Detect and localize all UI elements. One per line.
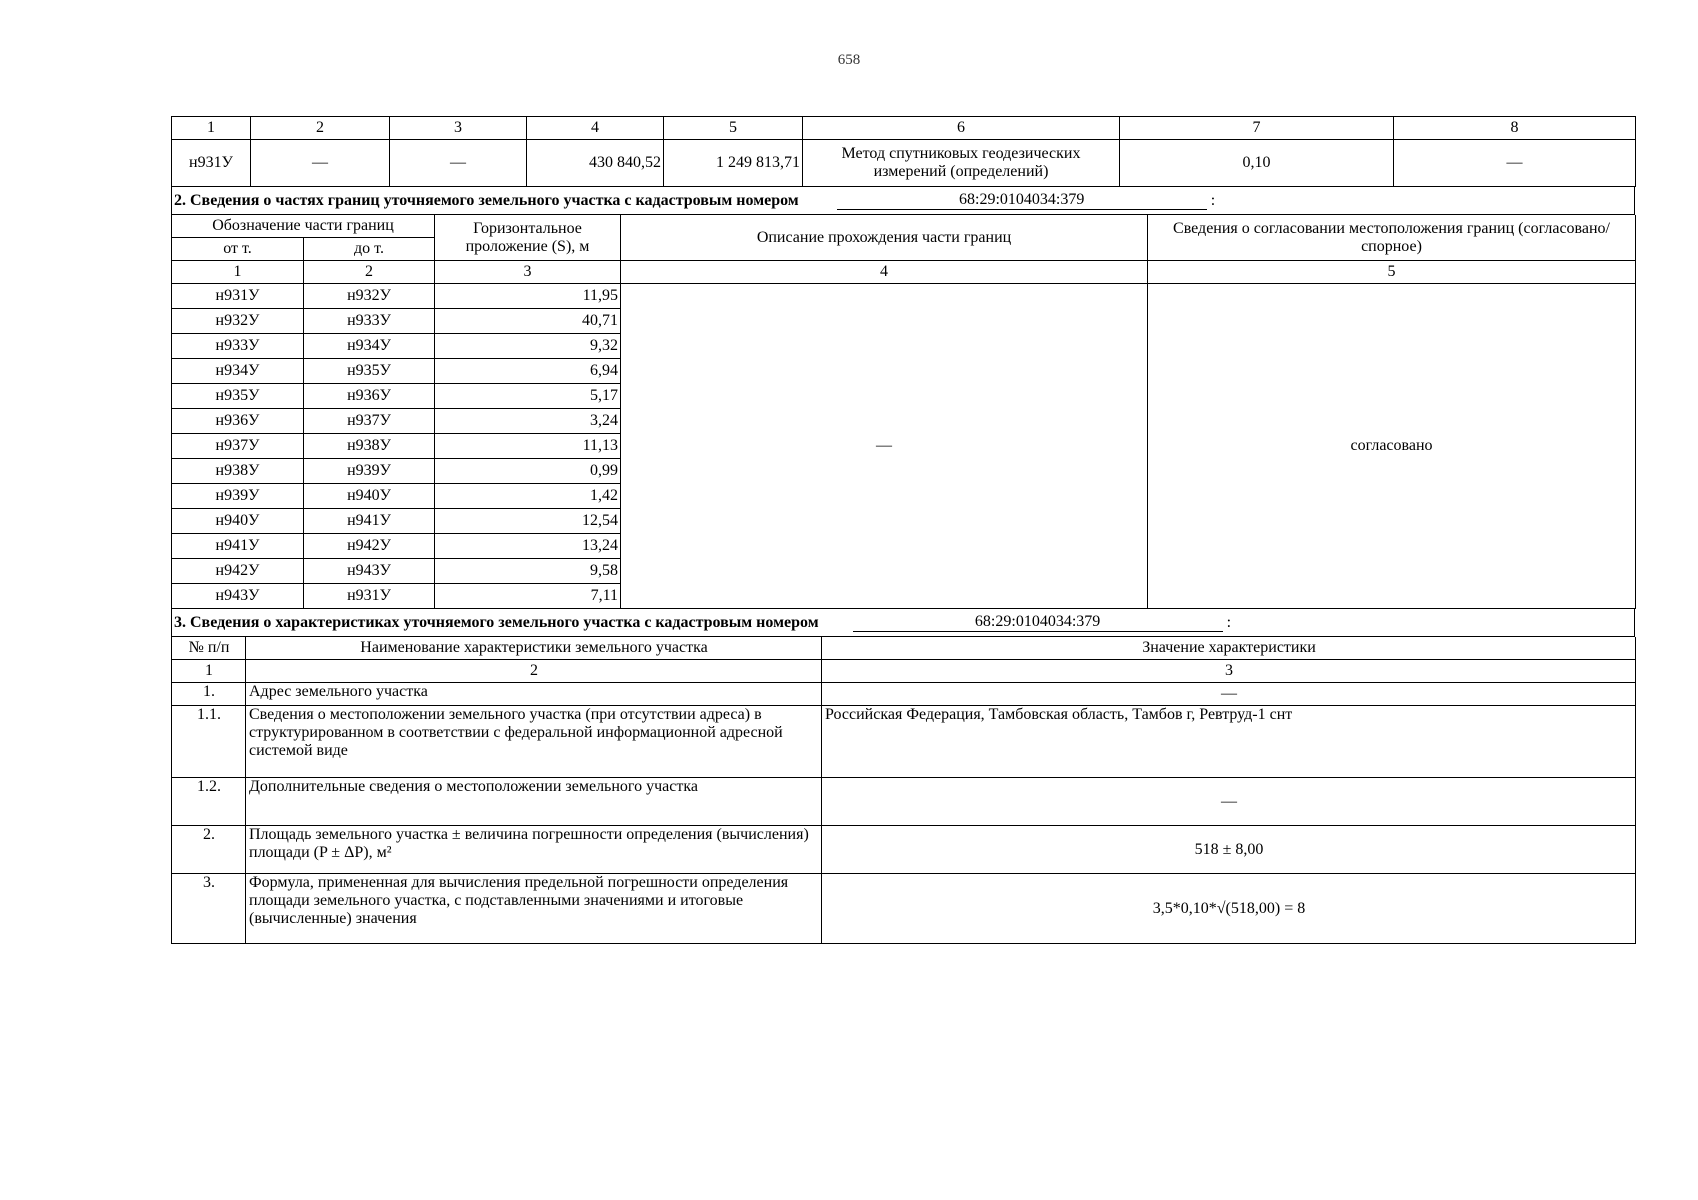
to-point: н940У (304, 484, 435, 509)
horizontal-distance: 0,99 (435, 459, 621, 484)
table-row (172, 140, 1636, 187)
to-point: н937У (304, 409, 435, 434)
to-header: до т. (304, 238, 435, 261)
col-number: 8 (1394, 117, 1636, 140)
from-point: н939У (172, 484, 304, 509)
coordinates-table (171, 116, 1636, 187)
from-point: н938У (172, 459, 304, 484)
method: Метод спутниковых геодезических измерений (определений) (803, 140, 1120, 187)
horizontal-distance: 6,94 (435, 359, 621, 384)
point-name: н931У (172, 140, 251, 187)
from-point: н931У (172, 284, 304, 309)
to-point: н931У (304, 584, 435, 609)
designation-header: Обозначение части границ (172, 215, 435, 238)
to-point: н943У (304, 559, 435, 584)
from-point: н935У (172, 384, 304, 409)
to-point: н934У (304, 334, 435, 359)
horizontal-distance: 11,13 (435, 434, 621, 459)
characteristic-name: Формула, примененная для вычисления предельной погрешности определения площади земельного участка, с подставленными значениями и итоговые (вычисленные) значения (246, 874, 822, 944)
horizontal-distance: 9,58 (435, 559, 621, 584)
table-row (172, 778, 1636, 826)
from-point: н941У (172, 534, 304, 559)
to-point: н941У (304, 509, 435, 534)
to-point: н939У (304, 459, 435, 484)
characteristic-value: — (822, 683, 1636, 706)
horizontal-distance: 11,95 (435, 284, 621, 309)
to-point: н938У (304, 434, 435, 459)
characteristic-value: 3,5*0,10*√(518,00) = 8 (822, 874, 1636, 944)
table-row (172, 874, 1636, 944)
from-header: от т. (172, 238, 304, 261)
col-number: 5 (664, 117, 803, 140)
horizontal-distance: 13,24 (435, 534, 621, 559)
agreement-value: согласовано (1148, 284, 1636, 609)
col-number: 2 (246, 660, 822, 683)
horizontal-distance: 5,17 (435, 384, 621, 409)
col-number: 1 (172, 660, 246, 683)
description-header: Описание прохождения части границ (621, 215, 1148, 261)
row-number: 2. (172, 826, 246, 874)
description-value: — (621, 284, 1148, 609)
from-point: н936У (172, 409, 304, 434)
page-number: 658 (837, 52, 861, 68)
header-row (172, 637, 1636, 660)
to-point: н933У (304, 309, 435, 334)
from-point: н937У (172, 434, 304, 459)
col-number: 3 (822, 660, 1636, 683)
column-numbers-row (172, 660, 1636, 683)
horizontal-distance: 7,11 (435, 584, 621, 609)
from-point: н940У (172, 509, 304, 534)
horizontal-header: Горизонтальное проложение (S), м (435, 215, 621, 261)
row-number: 3. (172, 874, 246, 944)
row-number: 1.1. (172, 706, 246, 778)
colon: : (1226, 613, 1232, 631)
from-point: н932У (172, 309, 304, 334)
section-2-title (171, 187, 1635, 215)
col-number: 4 (621, 261, 1148, 284)
table-row (172, 706, 1636, 778)
row-number: 1. (172, 683, 246, 706)
cadastral-number: 68:29:0104034:379 (837, 191, 1207, 210)
horizontal-distance: 12,54 (435, 509, 621, 534)
cell-dash: — (390, 140, 527, 187)
num-header: № п/п (172, 637, 246, 660)
to-point: н935У (304, 359, 435, 384)
col-number: 2 (251, 117, 390, 140)
horizontal-distance: 3,24 (435, 409, 621, 434)
from-point: н943У (172, 584, 304, 609)
cadastral-number: 68:29:0104034:379 (853, 613, 1223, 632)
from-point: н933У (172, 334, 304, 359)
characteristics-table (171, 637, 1636, 944)
col-number: 1 (172, 261, 304, 284)
col-number: 3 (390, 117, 527, 140)
column-numbers-row (172, 261, 1636, 284)
horizontal-distance: 1,42 (435, 484, 621, 509)
table-row (172, 826, 1636, 874)
horizontal-distance: 40,71 (435, 309, 621, 334)
col-number: 5 (1148, 261, 1636, 284)
to-point: н942У (304, 534, 435, 559)
coordinate-y: 1 249 813,71 (664, 140, 803, 187)
section-3-title (171, 609, 1635, 637)
cell-dash: — (251, 140, 390, 187)
characteristic-value: — (822, 778, 1636, 826)
header-row (172, 215, 1636, 238)
accuracy: 0,10 (1120, 140, 1394, 187)
col-number: 3 (435, 261, 621, 284)
section-3-heading: 3. Сведения о характеристиках уточняемого земельного участка с кадастровым номером (174, 613, 819, 631)
characteristic-name: Сведения о местоположении земельного участка (при отсутствии адреса) в структурированном в соответствии с федеральной информационной адресной системой виде (246, 706, 822, 778)
table-row (172, 284, 1636, 309)
characteristic-value: Российская Федерация, Тамбовская область, Тамбов г, Ревтруд-1 снт (822, 706, 1636, 778)
characteristic-value: 518 ± 8,00 (822, 826, 1636, 874)
horizontal-distance: 9,32 (435, 334, 621, 359)
column-numbers-row (172, 117, 1636, 140)
coordinate-x: 430 840,52 (527, 140, 664, 187)
table-row (172, 683, 1636, 706)
characteristic-name: Площадь земельного участка ± величина погрешности определения (вычисления) площади (P ± ΔP), м² (246, 826, 822, 874)
document-body (171, 116, 1635, 944)
name-header: Наименование характеристики земельного участка (246, 637, 822, 660)
characteristic-name: Дополнительные сведения о местоположении земельного участка (246, 778, 822, 826)
row-number: 1.2. (172, 778, 246, 826)
col-number: 7 (1120, 117, 1394, 140)
to-point: н936У (304, 384, 435, 409)
col-number: 6 (803, 117, 1120, 140)
to-point: н932У (304, 284, 435, 309)
boundary-parts-table (171, 215, 1636, 609)
value-header: Значение характеристики (822, 637, 1636, 660)
cell-dash: — (1394, 140, 1636, 187)
from-point: н934У (172, 359, 304, 384)
section-2-heading: 2. Сведения о частях границ уточняемого земельного участка с кадастровым номером (174, 191, 799, 209)
agreement-header: Сведения о согласовании местоположения границ (согласовано/спорное) (1148, 215, 1636, 261)
from-point: н942У (172, 559, 304, 584)
col-number: 2 (304, 261, 435, 284)
characteristic-name: Адрес земельного участка (246, 683, 822, 706)
col-number: 4 (527, 117, 664, 140)
col-number: 1 (172, 117, 251, 140)
colon: : (1210, 191, 1216, 209)
